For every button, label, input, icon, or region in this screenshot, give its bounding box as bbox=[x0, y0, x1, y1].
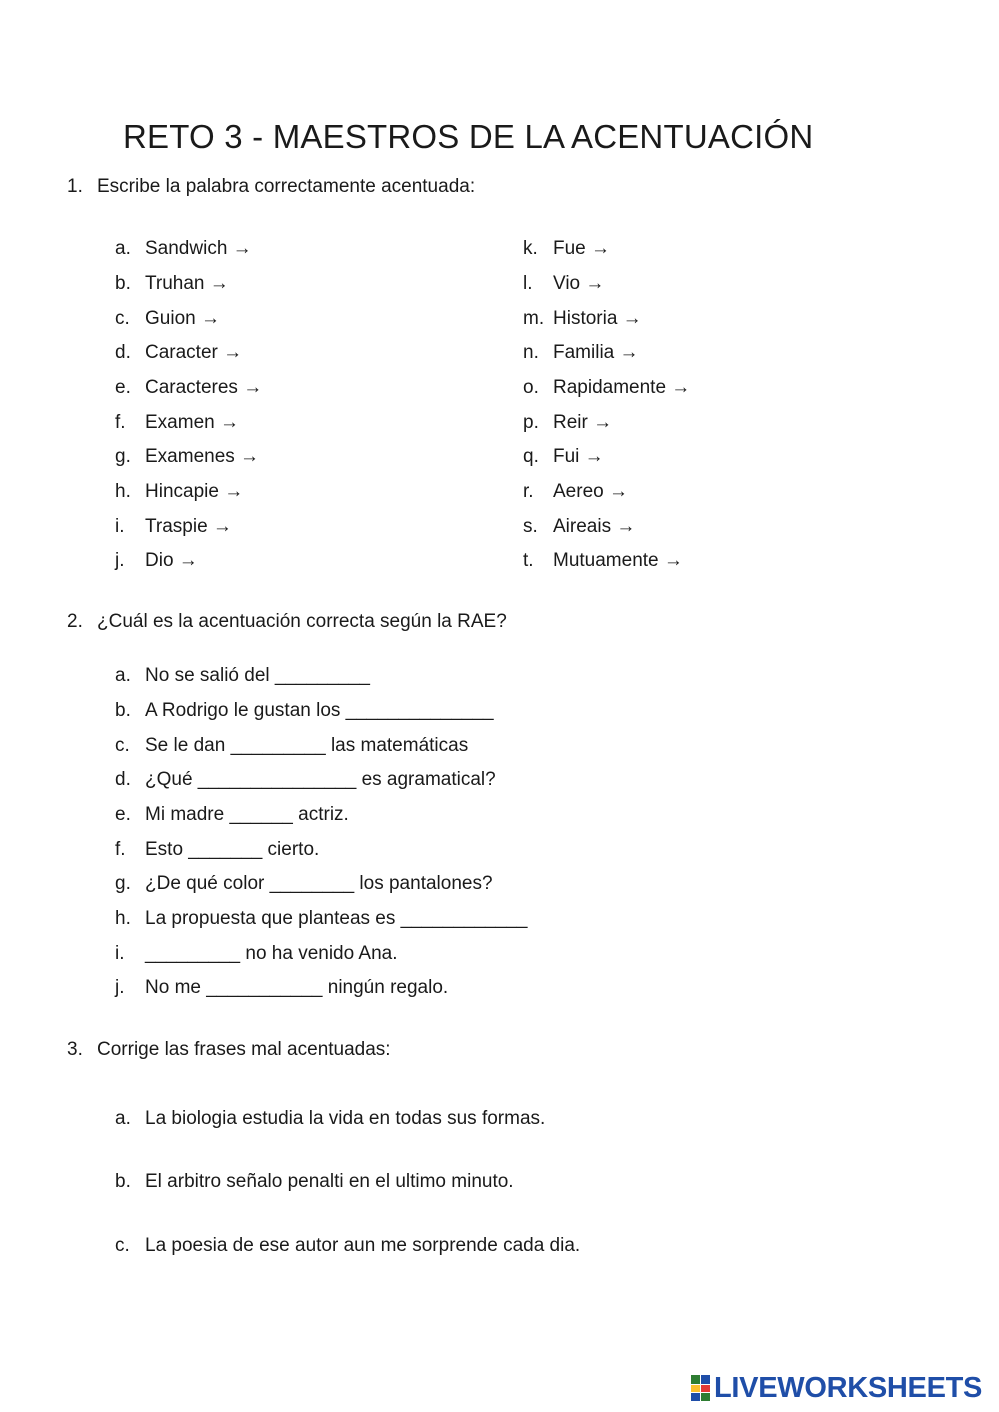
item-letter: h. bbox=[115, 481, 131, 502]
list-item bbox=[523, 273, 604, 295]
item-letter: c. bbox=[115, 735, 130, 756]
item-text: Mutuamente → bbox=[553, 550, 683, 571]
item-letter: s. bbox=[523, 516, 538, 537]
item-letter: d. bbox=[115, 769, 131, 790]
item-text: Aereo → bbox=[553, 481, 628, 502]
item-letter: k. bbox=[523, 238, 538, 259]
item-letter: l. bbox=[523, 273, 533, 294]
list-item bbox=[115, 516, 232, 538]
list-item bbox=[115, 977, 448, 999]
list-item bbox=[115, 700, 494, 722]
item-letter: a. bbox=[115, 665, 131, 686]
list-item bbox=[523, 446, 604, 468]
item-text: Esto _______ cierto. bbox=[145, 839, 320, 860]
list-item bbox=[115, 1108, 545, 1130]
list-item bbox=[115, 873, 493, 895]
item-text: No se salió del _________ bbox=[145, 665, 371, 686]
item-text: A Rodrigo le gustan los ______________ bbox=[145, 700, 494, 721]
item-letter: b. bbox=[115, 1171, 131, 1192]
item-text: Reir → bbox=[553, 412, 613, 433]
question-1-heading bbox=[67, 176, 475, 198]
item-letter: j. bbox=[115, 550, 125, 571]
list-item bbox=[115, 446, 259, 468]
question-prompt: Escribe la palabra correctamente acentuada: bbox=[97, 176, 476, 197]
list-item bbox=[523, 481, 628, 503]
item-letter: g. bbox=[115, 873, 131, 894]
item-letter: p. bbox=[523, 412, 539, 433]
list-item bbox=[523, 308, 642, 330]
item-letter: e. bbox=[115, 377, 131, 398]
item-text: Dio → bbox=[145, 550, 198, 571]
item-text: La poesia de ese autor aun me sorprende cada dia. bbox=[145, 1235, 581, 1256]
item-letter: g. bbox=[115, 446, 131, 467]
item-text: La biologia estudia la vida en todas sus formas. bbox=[145, 1108, 546, 1129]
question-number: 3. bbox=[67, 1039, 83, 1060]
list-item bbox=[523, 238, 610, 260]
list-item bbox=[115, 735, 468, 757]
list-item bbox=[523, 377, 690, 399]
list-item bbox=[115, 665, 370, 687]
list-item bbox=[115, 769, 496, 791]
item-text: Examenes → bbox=[145, 446, 260, 467]
item-letter: i. bbox=[115, 516, 125, 537]
item-letter: e. bbox=[115, 804, 131, 825]
list-item bbox=[115, 412, 239, 434]
list-item bbox=[115, 839, 319, 861]
question-prompt: ¿Cuál es la acentuación correcta según la RAE? bbox=[97, 611, 507, 632]
list-item bbox=[115, 1235, 580, 1257]
item-text: _________ no ha venido Ana. bbox=[145, 943, 398, 964]
question-3-heading bbox=[67, 1039, 391, 1061]
item-text: ¿Qué _______________ es agramatical? bbox=[145, 769, 496, 790]
item-text: Rapidamente → bbox=[553, 377, 691, 398]
list-item bbox=[115, 908, 527, 930]
liveworksheets-logo[interactable] bbox=[691, 1372, 982, 1404]
item-letter: o. bbox=[523, 377, 539, 398]
item-text: Historia → bbox=[553, 308, 642, 329]
item-letter: h. bbox=[115, 908, 131, 929]
item-letter: f. bbox=[115, 412, 126, 433]
page-title: RETO 3 - MAESTROS DE LA ACENTUACIÓN bbox=[123, 118, 814, 155]
item-text: Guion → bbox=[145, 308, 220, 329]
question-number: 2. bbox=[67, 611, 83, 632]
item-text: ¿De qué color ________ los pantalones? bbox=[145, 873, 493, 894]
item-text: Hincapie → bbox=[145, 481, 244, 502]
item-text: Truhan → bbox=[145, 273, 229, 294]
item-text: Fue → bbox=[553, 238, 611, 259]
list-item bbox=[115, 1171, 514, 1193]
item-text: Caracteres → bbox=[145, 377, 263, 398]
item-text: No me ___________ ningún regalo. bbox=[145, 977, 449, 998]
list-item bbox=[115, 804, 349, 826]
item-letter: m. bbox=[523, 308, 545, 329]
list-item bbox=[115, 238, 252, 260]
item-letter: t. bbox=[523, 550, 534, 571]
item-letter: a. bbox=[115, 238, 131, 259]
list-item bbox=[523, 412, 612, 434]
item-text: La propuesta que planteas es ____________ bbox=[145, 908, 528, 929]
list-item bbox=[115, 943, 398, 965]
list-item bbox=[523, 516, 635, 538]
item-letter: j. bbox=[115, 977, 125, 998]
list-item bbox=[115, 273, 229, 295]
list-item bbox=[115, 342, 242, 364]
item-text: Fui → bbox=[553, 446, 604, 467]
item-letter: b. bbox=[115, 273, 131, 294]
item-text: Examen → bbox=[145, 412, 239, 433]
item-text: Sandwich → bbox=[145, 238, 252, 259]
item-letter: q. bbox=[523, 446, 539, 467]
item-text: Caracter → bbox=[145, 342, 243, 363]
logo-text: LIVEWORKSHEETS bbox=[714, 1372, 983, 1404]
question-2-heading bbox=[67, 611, 507, 633]
list-item bbox=[523, 342, 639, 364]
item-letter: n. bbox=[523, 342, 539, 363]
item-text: Se le dan _________ las matemáticas bbox=[145, 735, 469, 756]
list-item bbox=[115, 308, 220, 330]
item-text: El arbitro señalo penalti en el ultimo minuto. bbox=[145, 1171, 514, 1192]
item-text: Vio → bbox=[553, 273, 605, 294]
question-number: 1. bbox=[67, 176, 83, 197]
item-letter: f. bbox=[115, 839, 126, 860]
item-text: Aireais → bbox=[553, 516, 636, 537]
item-letter: b. bbox=[115, 700, 131, 721]
item-letter: r. bbox=[523, 481, 534, 502]
item-text: Familia → bbox=[553, 342, 639, 363]
item-letter: c. bbox=[115, 308, 130, 329]
list-item bbox=[115, 550, 198, 572]
list-item bbox=[523, 550, 683, 572]
item-text: Traspie → bbox=[145, 516, 232, 537]
list-item bbox=[115, 377, 262, 399]
list-item bbox=[115, 481, 243, 503]
question-prompt: Corrige las frases mal acentuadas: bbox=[97, 1039, 391, 1060]
item-letter: d. bbox=[115, 342, 131, 363]
item-letter: a. bbox=[115, 1108, 131, 1129]
liveworksheets-logo-icon bbox=[691, 1375, 711, 1401]
item-text: Mi madre ______ actriz. bbox=[145, 804, 349, 825]
item-letter: c. bbox=[115, 1235, 130, 1256]
item-letter: i. bbox=[115, 943, 125, 964]
